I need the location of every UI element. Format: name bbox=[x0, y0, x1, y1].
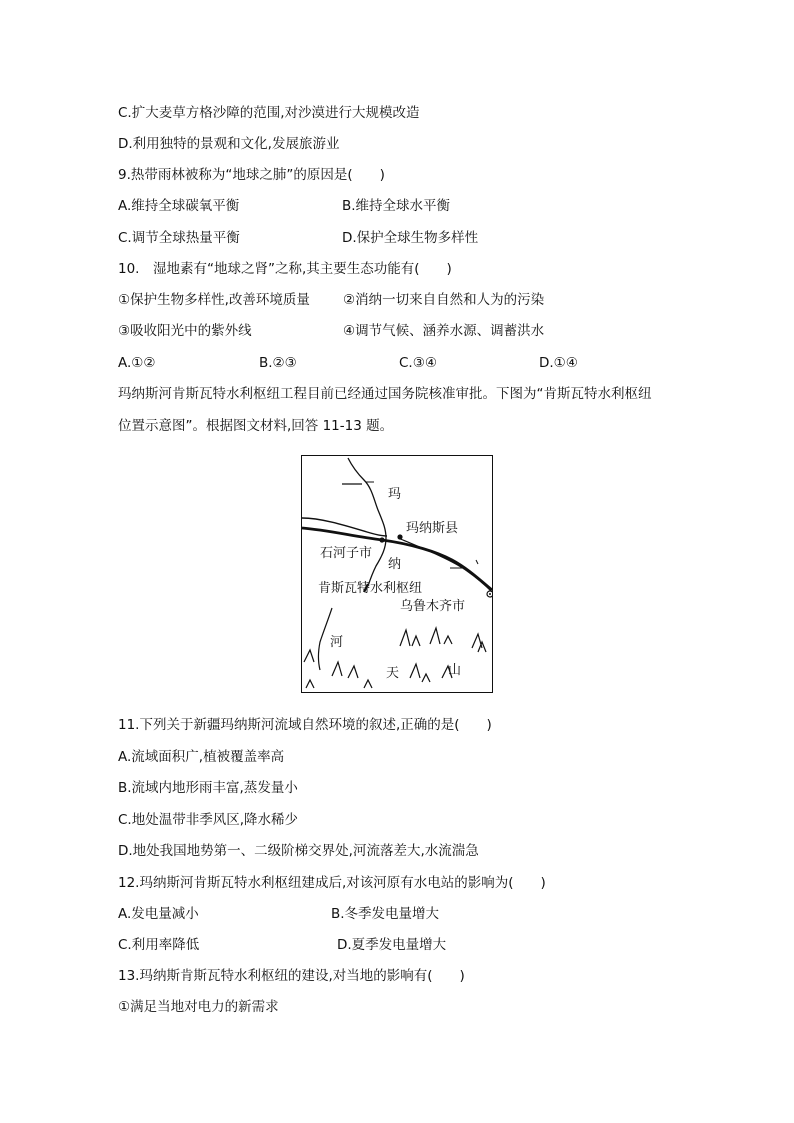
q13-item-1: ①满足当地对电力的新需求 bbox=[118, 999, 279, 1015]
map-label-river-3: 河 bbox=[330, 635, 344, 650]
q10-option-a: A.①② bbox=[118, 355, 156, 371]
q8-option-c: C.扩大麦草方格沙障的范围,对沙漠进行大规模改造 bbox=[118, 105, 420, 121]
q9-stem: 9.热带雨林被称为“地球之肺”的原因是( ) bbox=[118, 167, 385, 183]
passage-line-2: 位置示意图”。根据图文材料,回答 11-13 题。 bbox=[118, 418, 394, 434]
q12-option-d: D.夏季发电量增大 bbox=[337, 937, 447, 953]
map-label-urumqi: 乌鲁木齐市 bbox=[400, 599, 466, 614]
q12-stem: 12.玛纳斯河肯斯瓦特水利枢纽建成后,对该河原有水电站的影响为( ) bbox=[118, 875, 546, 891]
q9-option-c: C.调节全球热量平衡 bbox=[118, 230, 240, 246]
q9-option-d: D.保护全球生物多样性 bbox=[342, 230, 479, 246]
map-label-river-2: 纳 bbox=[388, 557, 402, 572]
map-dot-urumqi-center bbox=[489, 593, 491, 595]
q10-option-c: C.③④ bbox=[399, 355, 437, 371]
q12-option-b: B.冬季发电量增大 bbox=[331, 906, 440, 922]
q10-item-2: ②消纳一切来自自然和人为的污染 bbox=[343, 292, 545, 308]
q12-option-c: C.利用率降低 bbox=[118, 937, 200, 953]
map-dash-4 bbox=[476, 560, 478, 564]
location-map bbox=[301, 455, 493, 693]
map-label-mountain-1: 天 bbox=[386, 666, 400, 681]
map-label-county: 玛纳斯县 bbox=[406, 521, 459, 536]
map-dot-county bbox=[397, 534, 402, 539]
map-label-hub: 肯斯瓦特水利枢纽 bbox=[318, 581, 423, 596]
q11-stem: 11.下列关于新疆玛纳斯河流域自然环境的叙述,正确的是( ) bbox=[118, 717, 492, 733]
q8-option-d: D.利用独特的景观和文化,发展旅游业 bbox=[118, 136, 340, 152]
q10-item-4: ④调节气候、涵养水源、调蓄洪水 bbox=[343, 323, 545, 339]
q11-option-c: C.地处温带非季风区,降水稀少 bbox=[118, 812, 299, 828]
map-label-shihezi: 石河子市 bbox=[320, 546, 373, 561]
map-label-mountain-2: 山 bbox=[448, 663, 462, 678]
passage-line-1: 玛纳斯河肯斯瓦特水利枢纽工程目前已经通过国务院核准审批。下图为“肯斯瓦特水利枢纽 bbox=[118, 386, 652, 402]
q11-option-d: D.地处我国地势第一、二级阶梯交界处,河流落差大,水流湍急 bbox=[118, 843, 479, 859]
q13-stem: 13.玛纳斯肯斯瓦特水利枢纽的建设,对当地的影响有( ) bbox=[118, 968, 465, 984]
q9-option-b: B.维持全球水平衡 bbox=[342, 198, 451, 214]
q11-option-a: A.流域面积广,植被覆盖率高 bbox=[118, 749, 285, 765]
map-river-manas bbox=[348, 458, 386, 586]
q10-option-d: D.①④ bbox=[539, 355, 578, 371]
q10-stem: 10. 湿地素有“地球之肾”之称,其主要生态功能有( ) bbox=[118, 261, 452, 277]
q10-item-1: ①保护生物多样性,改善环境质量 bbox=[118, 292, 310, 308]
q11-option-b: B.流域内地形雨丰富,蒸发量小 bbox=[118, 780, 298, 796]
q9-option-a: A.维持全球碳氧平衡 bbox=[118, 198, 240, 214]
q10-option-b: B.②③ bbox=[259, 355, 297, 371]
map-label-river-1: 玛 bbox=[388, 487, 402, 502]
q10-item-3: ③吸收阳光中的紫外线 bbox=[118, 323, 252, 339]
q12-option-a: A.发电量减小 bbox=[118, 906, 199, 922]
map-dot-shihezi bbox=[379, 537, 384, 542]
